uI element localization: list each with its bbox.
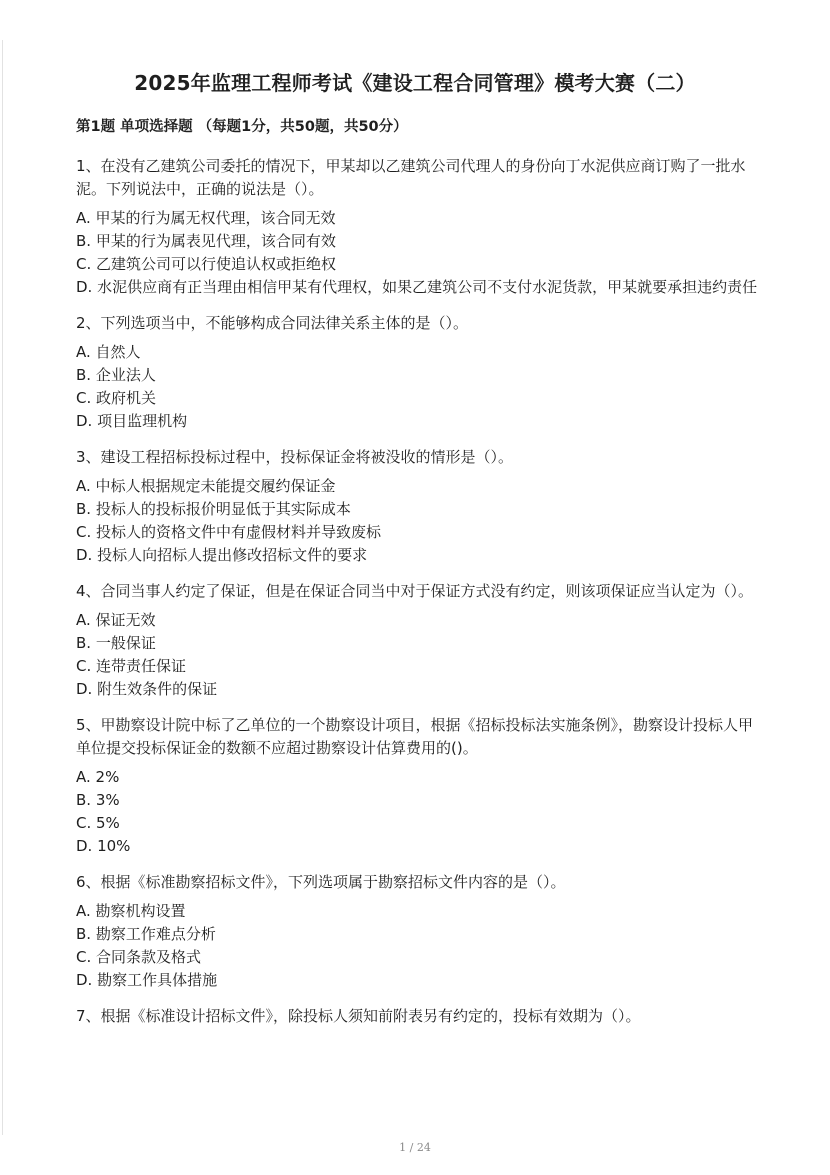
option-d: D. 10% [76, 837, 131, 855]
option-b: B. 一般保证 [76, 634, 156, 652]
section-heading: 第1题 单项选择题 （每题1分，共50题，共50分） [76, 119, 408, 135]
option-b: B. 投标人的投标报价明显低于其实际成本 [76, 500, 351, 518]
question-stem: 5、甲勘察设计院中标了乙单位的一个勘察设计项目，根据《招标投标法实施条例》，勘察设计投标人甲单位提交投标保证金的数额不应超过勘察设计估算费用的()。 [76, 716, 754, 757]
question-list [76, 155, 760, 1041]
option-b: B. 企业法人 [76, 366, 156, 384]
question-4 [76, 580, 760, 701]
question-stem: 1、在没有乙建筑公司委托的情况下，甲某却以乙建筑公司代理人的身份向丁水泥供应商订购了一批水泥。下列说法中，正确的说法是（）。 [76, 157, 746, 198]
option-b: B. 勘察工作难点分析 [76, 925, 216, 943]
option-a: A. 中标人根据规定未能提交履约保证金 [76, 477, 336, 495]
option-c: C. 政府机关 [76, 389, 157, 407]
option-a: A. 2% [76, 768, 120, 786]
option-d: D. 项目监理机构 [76, 412, 188, 430]
question-2 [76, 312, 760, 433]
question-stem: 2、下列选项当中，不能够构成合同法律关系主体的是（）。 [76, 314, 469, 332]
option-a: A. 甲某的行为属无权代理，该合同无效 [76, 209, 336, 227]
page-indicator: 1 / 24 [399, 1141, 431, 1154]
question-3 [76, 446, 760, 567]
option-a: A. 自然人 [76, 343, 141, 361]
question-5 [76, 714, 760, 858]
question-6 [76, 871, 760, 992]
option-a: A. 勘察机构设置 [76, 902, 186, 920]
question-stem: 6、根据《标准勘察招标文件》，下列选项属于勘察招标文件内容的是（）。 [76, 873, 566, 891]
question-stem: 3、建设工程招标投标过程中，投标保证金将被没收的情形是（）。 [76, 448, 514, 466]
option-d: D. 勘察工作具体措施 [76, 971, 218, 989]
option-d: D. 附生效条件的保证 [76, 680, 218, 698]
option-c: C. 乙建筑公司可以行使追认权或拒绝权 [76, 255, 337, 273]
option-c: C. 投标人的资格文件中有虚假材料并导致废标 [76, 523, 382, 541]
option-a: A. 保证无效 [76, 611, 156, 629]
question-stem: 7、根据《标准设计招标文件》，除投标人须知前附表另有约定的，投标有效期为（）。 [76, 1007, 641, 1025]
question-7 [76, 1005, 760, 1028]
option-c: C. 连带责任保证 [76, 657, 187, 675]
question-stem: 4、合同当事人约定了保证，但是在保证合同当中对于保证方式没有约定，则该项保证应当认定为（）。 [76, 582, 754, 600]
option-d: D. 水泥供应商有正当理由相信甲某有代理权，如果乙建筑公司不支付水泥货款，甲某就要承担违约责任 [76, 278, 758, 296]
document-title: 2025年监理工程师考试《建设工程合同管理》模考大赛（二） [134, 71, 696, 95]
option-c: C. 合同条款及格式 [76, 948, 202, 966]
option-c: C. 5% [76, 814, 120, 832]
option-b: B. 甲某的行为属表见代理，该合同有效 [76, 232, 336, 250]
option-b: B. 3% [76, 791, 120, 809]
option-d: D. 投标人向招标人提出修改招标文件的要求 [76, 546, 368, 564]
question-1 [76, 155, 760, 299]
